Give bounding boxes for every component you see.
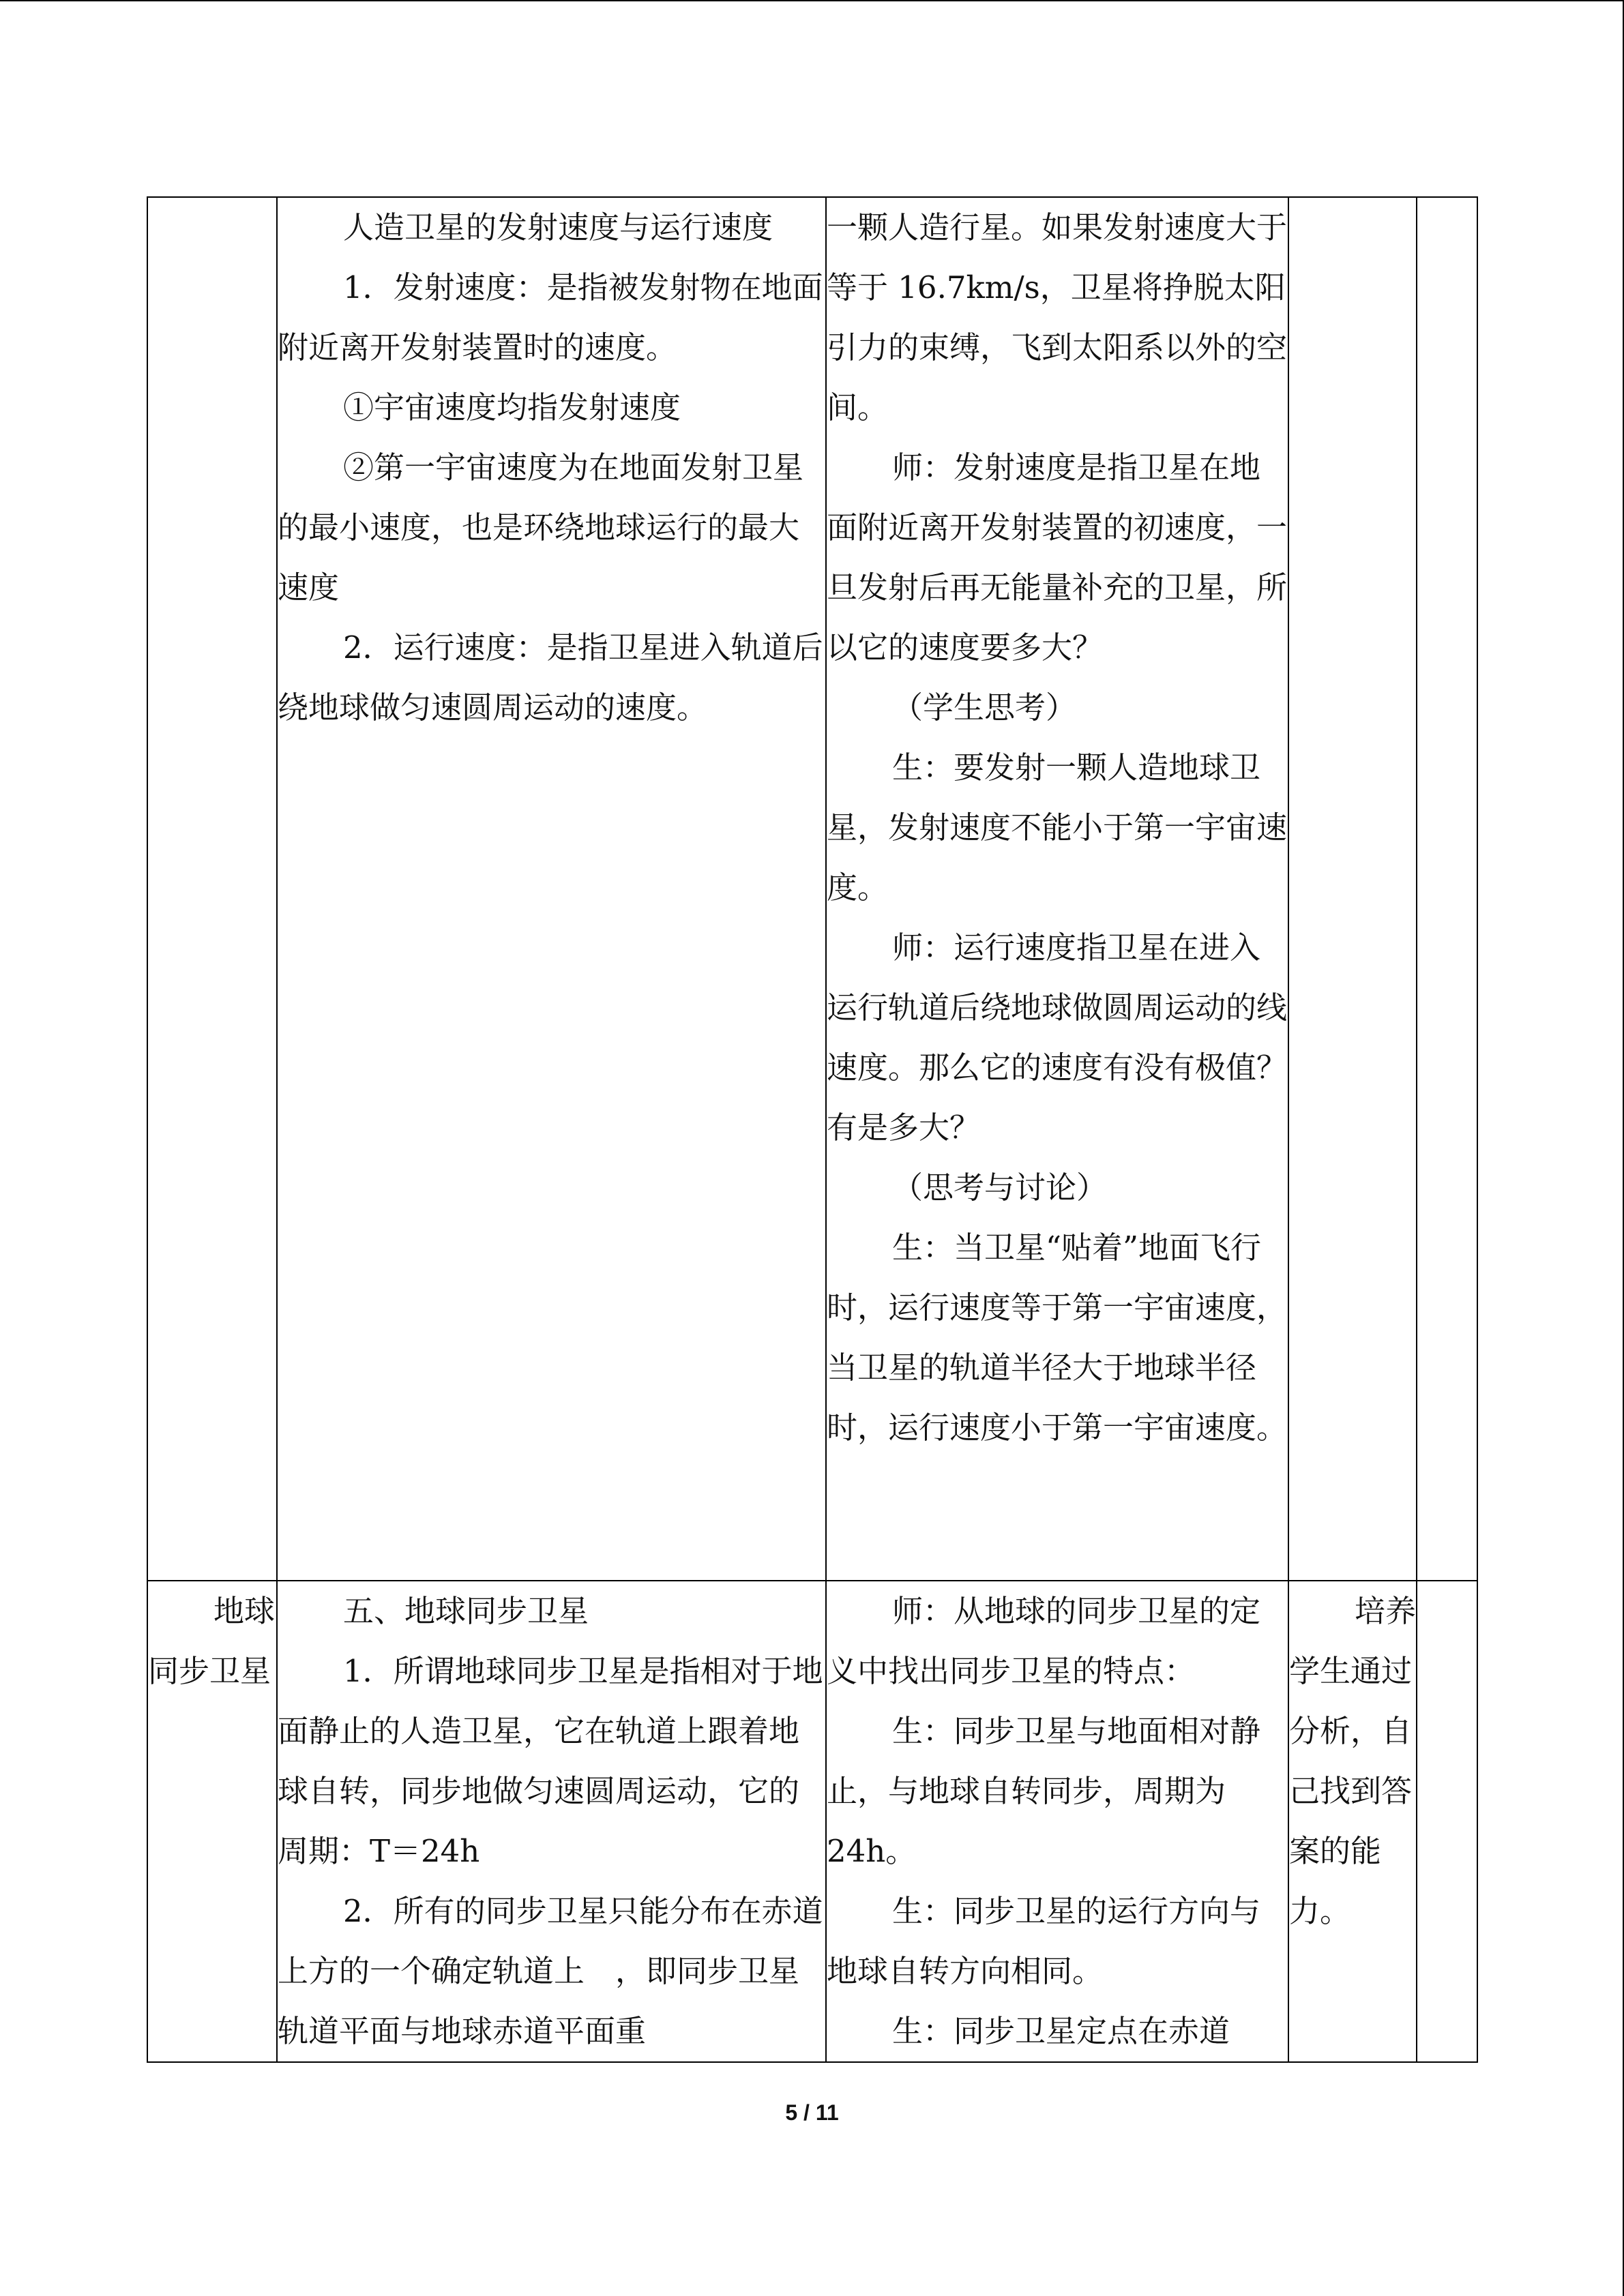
paragraph: ①宇宙速度均指发射速度 (343, 389, 681, 426)
row1-topic-cell (147, 197, 277, 1581)
row1-activity-cell (826, 197, 1288, 1581)
paragraph: 生：要发射一颗人造地球卫星，发射速度不能小于第一宇宙速度。 (827, 749, 1288, 906)
paragraph: 1．发射速度：是指被发射物在地面附近离开发射装置时的速度。 (278, 269, 823, 366)
row2-notes-cell (1417, 1581, 1477, 2062)
page-number: 5 / 11 (785, 2100, 839, 2125)
paragraph: 一颗人造行星。如果发射速度大于等于 16.7km/s，卫星将挣脱太阳引力的束缚，飞到太阳系以外的空间。 (827, 209, 1288, 426)
row2-goal-text: 培养学生通过分析，自己找到答案的能力。 (1289, 1593, 1417, 1929)
table-row (147, 1581, 1477, 2062)
paragraph: 师：运行速度指卫星在进入运行轨道后绕地球做圆周运动的线速度。那么它的速度有没有极值？有是多大？ (827, 929, 1288, 1146)
row1-goal-cell (1288, 197, 1417, 1581)
row1-content-paragraphs (278, 198, 825, 738)
paragraph: 2．所有的同步卫星只能分布在赤道上方的一个确定轨道上 ，即同步卫星轨道平面与地球赤道平面重 (278, 1893, 823, 2049)
row1-activity-paragraphs (827, 198, 1288, 1458)
paragraph: 1．所谓地球同步卫星是指相对于地面静止的人造卫星，它在轨道上跟着地球自转，同步地做匀速圆周运动，它的周期：T＝24h (278, 1653, 823, 1869)
table-row (147, 197, 1477, 1581)
paragraph: （思考与讨论） (892, 1169, 1108, 1206)
paragraph: 师：从地球的同步卫星的定义中找出同步卫星的特点： (827, 1593, 1261, 1689)
paragraph: 生：同步卫星与地面相对静止，与地球自转同步，周期为 24h。 (827, 1713, 1261, 1869)
paragraph: （学生思考） (892, 689, 1077, 726)
lesson-plan-table (147, 196, 1478, 2063)
row2-topic-cell (147, 1581, 277, 2062)
paragraph: 师：发射速度是指卫星在地面附近离开发射装置的初速度，一旦发射后再无能量补充的卫星，所以它的速度要多大？ (827, 449, 1288, 666)
row1-content-cell (277, 197, 826, 1581)
row2-topic-text: 地球同步卫星 (148, 1593, 276, 1689)
row1-notes-cell (1417, 197, 1477, 1581)
paragraph: 生：当卫星“贴着”地面飞行时，运行速度等于第一宇宙速度，当卫星的轨道半径大于地球半径时，运行速度小于第一宇宙速度。 (827, 1229, 1288, 1446)
row2-content-paragraphs (278, 1581, 825, 2061)
paragraph: 生：同步卫星的运行方向与地球自转方向相同。 (827, 1893, 1261, 1989)
row2-content-cell (277, 1581, 826, 2062)
paragraph: 人造卫星的发射速度与运行速度 (343, 209, 773, 245)
page-border-top (0, 0, 1624, 1)
paragraph: 2．运行速度：是指卫星进入轨道后绕地球做匀速圆周运动的速度。 (278, 629, 823, 726)
row2-goal-cell (1288, 1581, 1417, 2062)
row2-activity-paragraphs (827, 1581, 1288, 2061)
row2-activity-cell (826, 1581, 1288, 2062)
paragraph: ②第一宇宙速度为在地面发射卫星的最小速度，也是环绕地球运行的最大速度 (278, 449, 804, 606)
paragraph: 生：同步卫星定点在赤道 (892, 2013, 1230, 2049)
paragraph: 五、地球同步卫星 (343, 1593, 589, 1629)
